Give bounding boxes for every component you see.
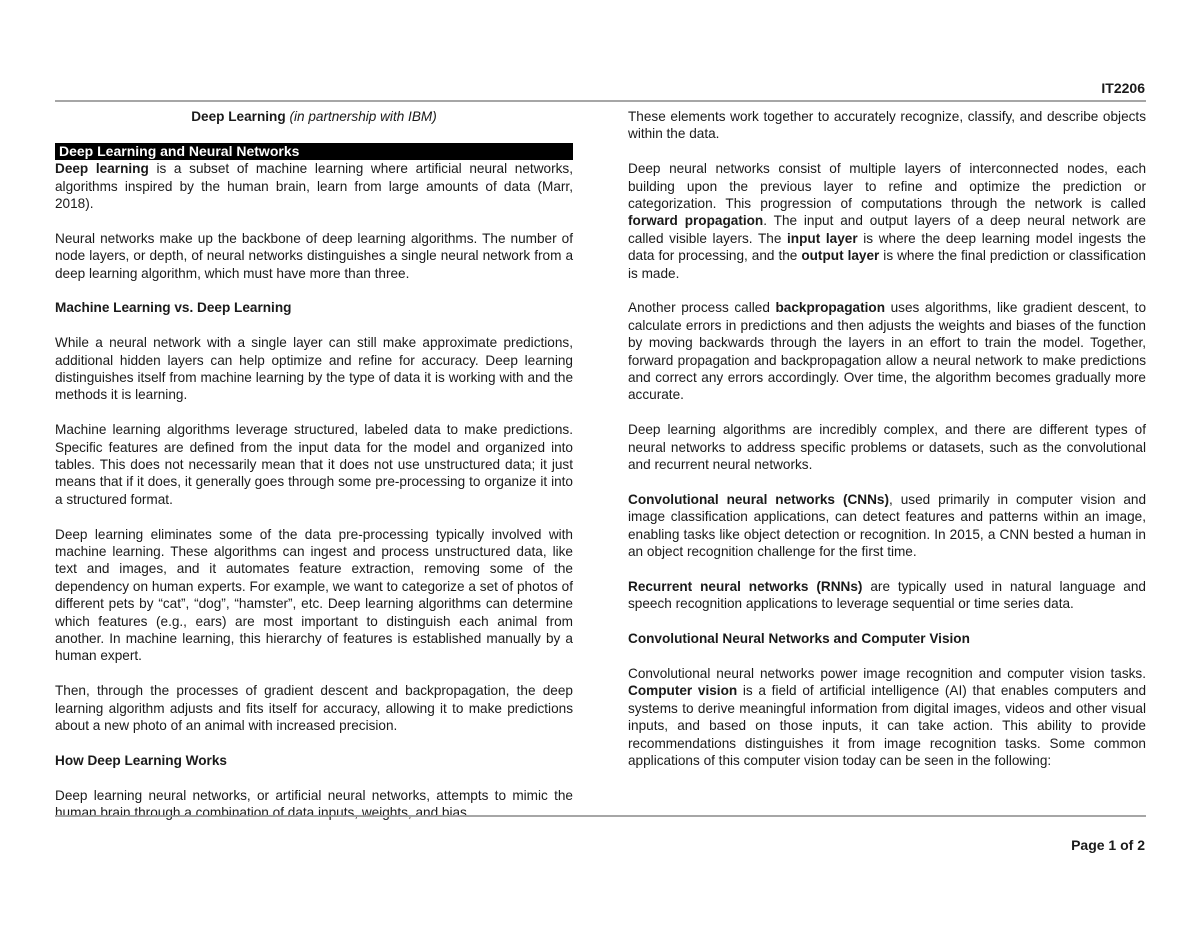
heading-how-dl-works: How Deep Learning Works — [55, 752, 227, 768]
paragraph-mimic-brain: Deep learning neural networks, or artificial neural networks, attempts to mimic the human brain through a combination of data inputs, weights, and bias. — [55, 787, 573, 821]
course-code: IT2206 — [1101, 80, 1145, 96]
paragraph-neural-networks: Neural networks make up the backbone of deep learning algorithms. The number of node layers, or depth, of neural networks distinguishes a single neural network from a deep learning algorithm, which must have more than three. — [55, 230, 573, 281]
term-backpropagation: backpropagation — [775, 300, 886, 316]
title-partner: (in partnership with IBM) — [289, 109, 437, 124]
term-deep-learning: Deep learning — [55, 161, 149, 177]
paragraph-gradient-descent: Then, through the processes of gradient descent and backpropagation, the deep learning algorithm adjusts and fits itself for accuracy, allowing it to make predictions about a new photo of an animal with increased precision. — [55, 683, 573, 734]
term-rnns: Recurrent neural networks (RNNs) — [628, 578, 863, 594]
paragraph-backpropagation: Another process called backpropagation uses algorithms, like gradient descent, to calculate errors in predictions and then adjusts the weights and biases of the function by moving backwards through the layers in an effort to train the model. Together, forward propagation and backpropagation allow a neural network to make predictions and correct any errors accordingly. Over time, the algorithm becomes gradually more accurate. — [628, 300, 1146, 403]
document-title — [55, 108, 573, 125]
header-rule — [55, 100, 1146, 102]
paragraph-elements: These elements work together to accurately recognize, classify, and describe objects within the data. — [628, 109, 1146, 142]
term-cnns: Convolutional neural networks (CNNs) — [628, 491, 890, 507]
page-number: Page 1 of 2 — [1071, 837, 1145, 853]
term-output-layer: output layer — [801, 248, 880, 264]
right-column — [628, 108, 1146, 769]
heading-ml-vs-dl: Machine Learning vs. Deep Learning — [55, 300, 292, 316]
paragraph-hidden-layers: While a neural network with a single layer can still make approximate predictions, additional hidden layers can help optimize and refine for accuracy. Deep learning distinguishes itself from machine learning by the type of data it is working with and the methods it is learning. — [55, 335, 573, 403]
paragraph-complex-algorithms: Deep learning algorithms are incredibly complex, and there are different types of neural networks to address specific problems or datasets, such as the convolutional and recurrent neural networks. — [628, 422, 1146, 473]
section-bar-heading: Deep Learning and Neural Networks — [55, 143, 573, 160]
paragraph-definition: Deep learning is a subset of machine learning where artificial neural networks, algorithms inspired by the human brain, learn from large amounts of data (Marr, 2018). — [55, 161, 573, 211]
footer-rule — [55, 815, 1146, 817]
term-computer-vision: Computer vision — [628, 683, 738, 699]
term-forward-propagation: forward propagation — [628, 213, 764, 229]
paragraph-forward-propagation: Deep neural networks consist of multiple layers of interconnected nodes, each building upon the previous layer to refine and optimize the prediction or categorization. This progression of computations through the network is called forward propagation. The input and output layers of a deep neural network are called visible layers. The input layer is where the deep learning model ingests the data for processing, and the output layer is where the final prediction or classification is made. — [628, 161, 1146, 281]
title-main: Deep Learning — [191, 109, 286, 124]
paragraph-ml-structured: Machine learning algorithms leverage structured, labeled data to make predictions. Specific features are defined from the input data for the model and organized into tables. This does not necessarily mean that it does not use unstructured data; it just means that if it does, it generally goes through some pre-processing to organize it into a structured format. — [55, 422, 573, 507]
term-input-layer: input layer — [787, 230, 858, 246]
paragraph-computer-vision: Convolutional neural networks power image recognition and computer vision tasks. Computer vision is a field of artificial intelligence (AI) that enables computers and systems to derive meaningful information from digital images, videos and other visual inputs, and based on those inputs, it can take action. This ability to provide recommendations distinguishes it from image recognition tasks. Some common applications of this computer vision today can be seen in the following: — [628, 665, 1147, 768]
left-column — [55, 108, 573, 822]
paragraph-cnns: Convolutional neural networks (CNNs), used primarily in computer vision and image classification applications, can detect features and patterns within an image, enabling tasks like object detection or recognition. In 2015, a CNN bested a human in an object recognition challenge for the first time. — [628, 491, 1147, 560]
paragraph-rnns: Recurrent neural networks (RNNs) are typically used in natural language and speech recognition applications to leverage sequential or time series data. — [628, 578, 1146, 612]
paragraph-dl-preprocessing: Deep learning eliminates some of the data pre-processing typically involved with machine learning. These algorithms can ingest and process unstructured data, like text and images, and it automates feature extraction, removing some of the dependency on human experts. For example, we want to categorize a set of photos of different pets by “cat”, “dog”, “hamster”, etc. Deep learning algorithms can determine which features (e.g., ears) are most important to distinguish each animal from another. In machine learning, this hierarchy of features is established manually by a human expert. — [55, 526, 573, 664]
heading-cnn-computer-vision: Convolutional Neural Networks and Computer Vision — [628, 631, 970, 647]
